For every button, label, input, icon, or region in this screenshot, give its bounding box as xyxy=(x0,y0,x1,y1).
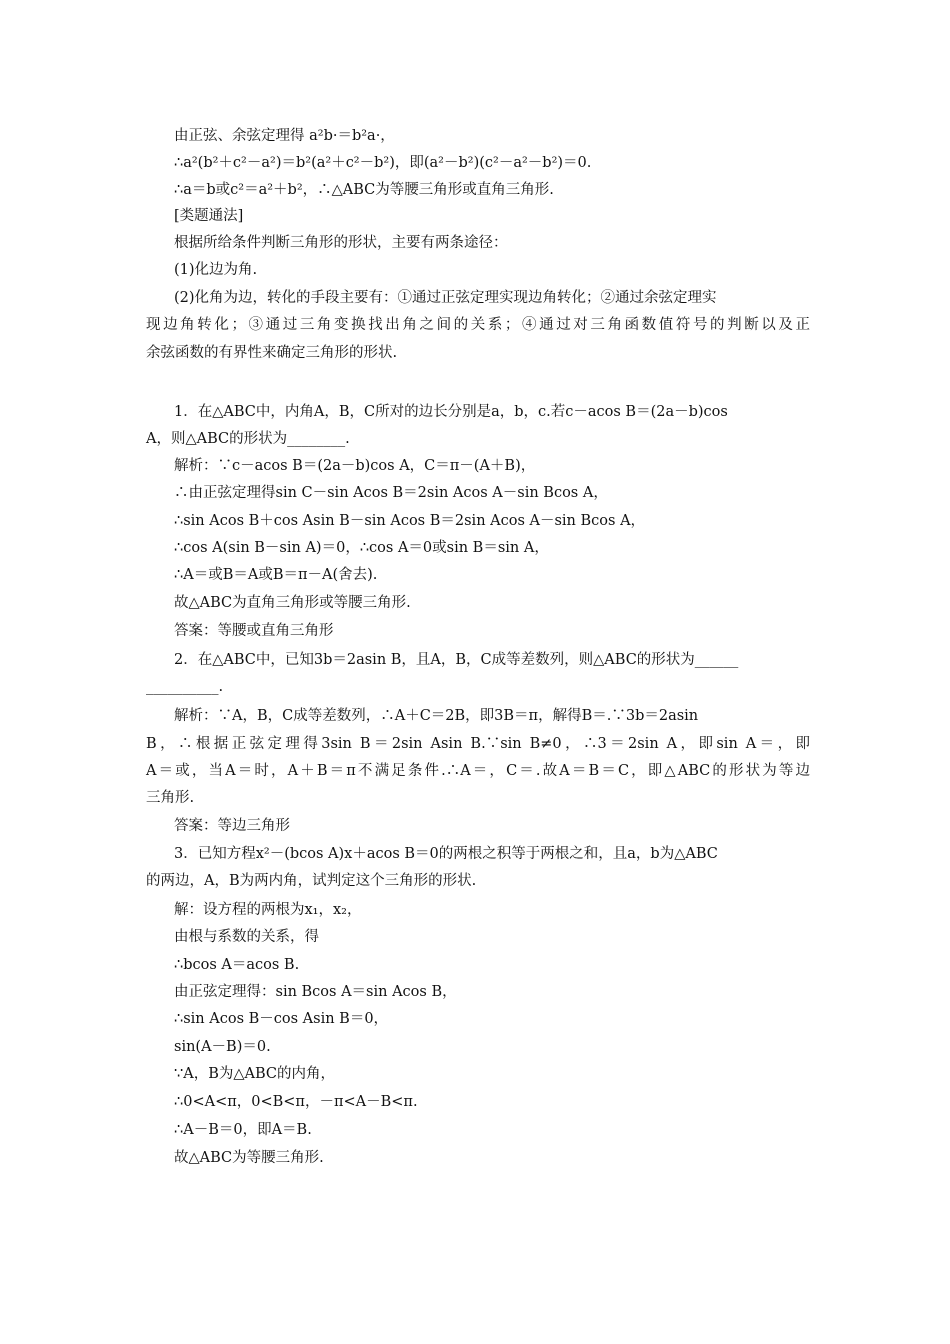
text-line: 故△ABC为等腰三角形. xyxy=(174,1150,324,1166)
text-line: 现边角转化；③通过三角变换找出角之间的关系；④通过对三角函数值符号的判断以及正 xyxy=(146,317,810,333)
text-line: 由正弦定理得：sin Bcos A＝sin Acos B， xyxy=(174,984,457,1000)
problem-2-stem: 2．在△ABC中，已知3b＝2asin B，且A，B，C成等差数列，则△ABC的形状为______ xyxy=(174,652,739,668)
problem-1-stem: 1．在△ABC中，内角A，B，C所对的边长分别是a，b，c.若c－acos B＝(2a－b)cos xyxy=(174,404,728,420)
text-line: ∴cos A(sin B－sin A)＝0，∴cos A＝0或sin B＝sin A， xyxy=(174,540,549,556)
text-line: ∴a²(b²＋c²－a²)＝b²(a²＋c²－b²)，即(a²－b²)(c²－a²－b²)＝0. xyxy=(174,155,592,171)
text-line: ∴A＝或B＝A或B＝π－A(舍去). xyxy=(174,567,378,583)
answer-line: 答案：等腰或直角三角形 xyxy=(174,623,334,639)
text-line: ∴a＝b或c²＝a²＋b²，∴△ABC为等腰三角形或直角三角形. xyxy=(174,182,554,198)
text-line: 由正弦、余弦定理得 a²b·＝b²a·， xyxy=(174,128,395,144)
text-line: 根据所给条件判断三角形的形状，主要有两条途径： xyxy=(174,235,508,251)
text-line: 解：设方程的两根为x₁，x₂， xyxy=(174,902,362,918)
text-line: ∴0<A<π，0<B<π，－π<A－B<π. xyxy=(174,1094,418,1110)
answer-line: 答案：等边三角形 xyxy=(174,818,290,834)
text-line: 由根与系数的关系，得 xyxy=(174,929,319,945)
text-line: ∴bcos A＝acos B. xyxy=(174,957,300,973)
text-line: (2)化角为边，转化的手段主要有：①通过正弦定理实现边角转化；②通过余弦定理实 xyxy=(174,290,717,306)
text-line: 的两边，A，B为两内角，试判定这个三角形的形状. xyxy=(146,873,477,889)
text-line: ∵A，B为△ABC的内角， xyxy=(174,1066,335,1082)
section-heading: [类题通法] xyxy=(174,208,244,224)
text-line: __________. xyxy=(146,679,224,695)
text-line: 故△ABC为直角三角形或等腰三角形. xyxy=(174,595,411,611)
text-line: A＝或，当A＝时，A＋B＝π不满足条件.∴A＝，C＝.故A＝B＝C，即△ABC的形状为等边 xyxy=(146,763,810,779)
problem-3-stem: 3．已知方程x²－(bcos A)x＋acos B＝0的两根之积等于两根之和，且a，b为△ABC xyxy=(174,846,718,862)
text-line: 三角形. xyxy=(146,790,195,806)
text-line: ∴sin Acos B－cos Asin B＝0， xyxy=(174,1011,389,1027)
text-line: B，∴根据正弦定理得3sin B＝2sin Asin B.∵sin B≠0，∴3＝2sin A，即sin A＝，即 xyxy=(146,736,810,752)
text-line: ∴由正弦定理得sin C－sin Acos B＝2sin Acos A－sin Bcos A， xyxy=(174,485,608,501)
text-line: ∴sin Acos B＋cos Asin B－sin Acos B＝2sin Acos A－sin Bcos A， xyxy=(174,513,646,529)
text-line: ∴A－B＝0，即A＝B. xyxy=(174,1122,312,1138)
text-line: (1)化边为角. xyxy=(174,262,258,278)
text-line: 余弦函数的有界性来确定三角形的形状. xyxy=(146,345,398,361)
text-line: A，则△ABC的形状为________. xyxy=(146,431,350,447)
text-line: sin(A－B)＝0. xyxy=(174,1039,271,1055)
text-line: 解析：∵A，B，C成等差数列，∴A＋C＝2B，即3B＝π，解得B＝.∵3b＝2asin xyxy=(174,708,699,724)
text-line: 解析：∵c－acos B＝(2a－b)cos A，C＝π－(A＋B)， xyxy=(174,458,536,474)
